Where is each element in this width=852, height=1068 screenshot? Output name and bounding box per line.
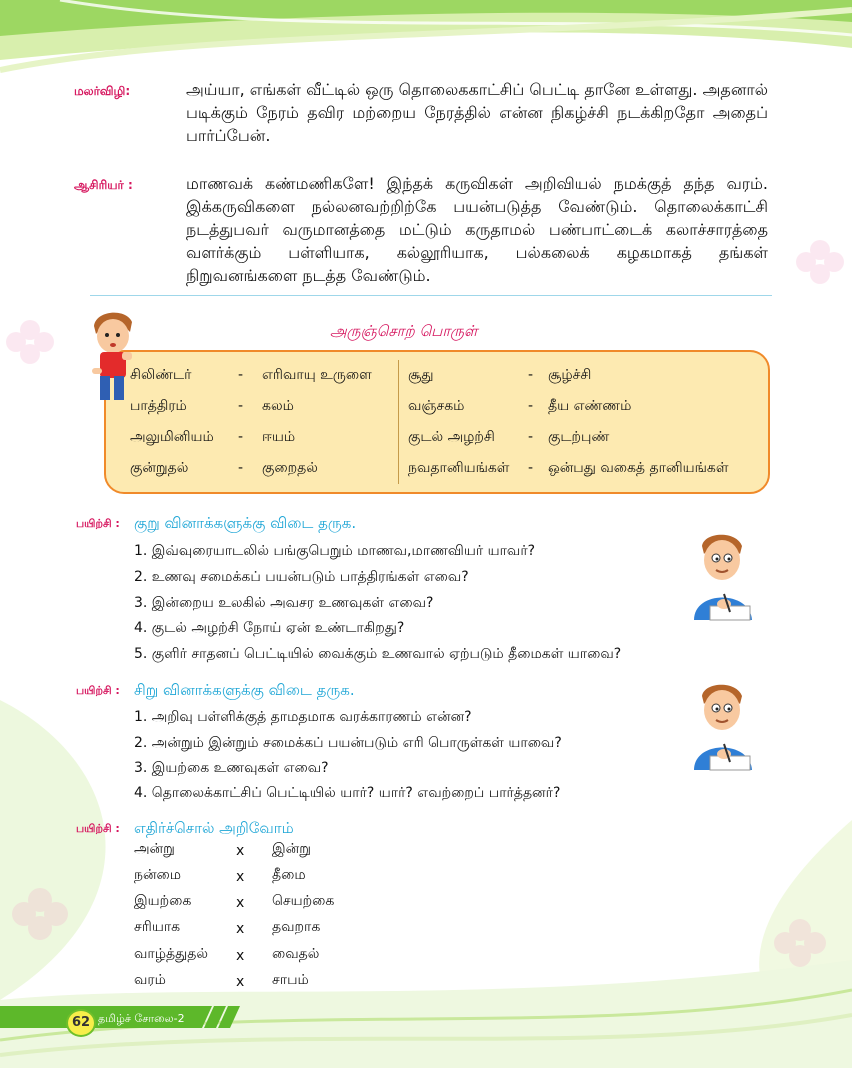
dialogue-teacher: மாணவக் கண்மணிகளே! இந்தக் கருவிகள் அறிவியல் நமக்குத் தந்த வரம். இக்கருவிகளை நல்லனவற்றிற்கே பயன்படுத்த வேண்டும். தொலைக்காட்சி நடத்துபவர் வருமானத்தை மட்டும் கருதாமல் பண்பாட்டைக் கலாச்சாரத்தை வளர்க்கும் பள்ளியாக, கல்லூரியாக, பல்கலைக் கழகமாகத் தங்கள் நிறுவனங்களை நடத்த வேண்டும். <box>186 174 768 285</box>
glossary-dash: - <box>528 460 534 476</box>
antonym-word: அன்று <box>134 841 175 857</box>
antonym-cross: x <box>236 974 245 990</box>
glossary-word: சூது <box>408 367 434 383</box>
antonym-opposite: தீமை <box>272 867 306 883</box>
glossary-title: அருஞ்சொற் பொருள் <box>330 322 478 340</box>
glossary-meaning: கலம் <box>262 398 294 414</box>
glossary-dash: - <box>238 398 244 414</box>
glossary-meaning: எரிவாயு உருளை <box>262 367 372 383</box>
dialogue-malarvizhi: அய்யா, எங்கள் வீட்டில் ஒரு தொலைககாட்சிப் பெட்டி தானே உள்ளது. அதனால் படிக்கும் நேரம் தவிர மற்றைய நேரத்தில் என்ன நிகழ்ச்சி நடக்கிறதோ அதைப் பார்ப்பேன். <box>186 80 768 145</box>
exercise-label: பயிற்சி : <box>76 684 120 697</box>
glossary-word: சிலிண்டர் <box>130 367 192 383</box>
exercise-label: பயிற்சி : <box>76 822 120 835</box>
glossary-word: அலுமினியம் <box>130 429 214 445</box>
glossary-dash: - <box>528 367 534 383</box>
book-title: தமிழ்ச் சோலை-2 <box>98 1012 185 1025</box>
glossary-word: குடல் அழற்சி <box>408 429 495 445</box>
antonym-cross: x <box>236 895 245 911</box>
glossary-column-divider <box>398 360 399 484</box>
antonym-opposite: செயற்கை <box>272 893 335 909</box>
writing-boy-illustration <box>690 530 756 622</box>
question-item: 1. இவ்வுரையாடலில் பங்குபெறும் மாணவ,மாணவியர் யாவர்? <box>134 543 536 559</box>
glossary-meaning: குறைதல் <box>262 460 318 476</box>
exercise-title: எதிர்ச்சொல் அறிவோம் <box>134 819 294 837</box>
antonym-word: சரியாக <box>134 919 181 935</box>
antonym-word: வாழ்த்துதல் <box>134 946 208 962</box>
antonym-opposite: சாபம் <box>272 972 309 988</box>
antonym-opposite: தவறாக <box>272 919 321 935</box>
antonym-cross: x <box>236 921 245 937</box>
glossary-dash: - <box>238 367 244 383</box>
glossary-dash: - <box>528 429 534 445</box>
antonym-word: இயற்கை <box>134 893 192 909</box>
writing-boy-illustration <box>690 680 756 772</box>
glossary-word: வஞ்சகம் <box>408 398 465 414</box>
glossary-word: நவதானியங்கள் <box>408 460 510 476</box>
page-number: 62 <box>66 1009 96 1037</box>
question-item: 5. குளிர் சாதனப் பெட்டியில் வைக்கும் உணவால் ஏற்படும் தீமைகள் யாவை? <box>134 646 622 662</box>
glossary-meaning: சூழ்ச்சி <box>548 367 592 383</box>
question-item: 3. இன்றைய உலகில் அவசர உணவுகள் எவை? <box>134 595 434 611</box>
question-item: 4. குடல் அழற்சி நோய் ஏன் உண்டாகிறது? <box>134 620 405 636</box>
speaker-teacher: ஆசிரியர் : <box>74 178 133 192</box>
section-divider <box>90 295 772 296</box>
glossary-meaning: ஈயம் <box>262 429 296 445</box>
exercise-title: சிறு வினாக்களுக்கு விடை தருக. <box>134 681 355 699</box>
question-item: 2. உணவு சமைக்கப் பயன்படும் பாத்திரங்கள் எவை? <box>134 569 469 585</box>
glossary-meaning: தீய எண்ணம் <box>548 398 632 414</box>
glossary-dash: - <box>528 398 534 414</box>
antonym-word: வரம் <box>134 972 166 988</box>
antonym-cross: x <box>236 869 245 885</box>
glossary-dash: - <box>238 460 244 476</box>
exercise-title: குறு வினாக்களுக்கு விடை தருக. <box>134 514 357 532</box>
thinking-boy-illustration <box>86 308 142 404</box>
glossary-word: குன்றுதல் <box>130 460 189 476</box>
glossary-dash: - <box>238 429 244 445</box>
antonym-opposite: வைதல் <box>272 946 320 962</box>
antonym-word: நன்மை <box>134 867 182 883</box>
glossary-meaning: ஒன்பது வகைத் தானியங்கள் <box>548 460 729 476</box>
antonym-cross: x <box>236 948 245 964</box>
question-item: 4. தொலைக்காட்சிப் பெட்டியில் யார்? யார்? எவற்றைப் பார்த்தனர்? <box>134 785 561 801</box>
question-item: 2. அன்றும் இன்றும் சமைக்கப் பயன்படும் எரி பொருள்கள் யாவை? <box>134 735 562 751</box>
antonym-opposite: இன்று <box>272 841 311 857</box>
glossary-word: பாத்திரம் <box>130 398 187 414</box>
speaker-malarvizhi: மலர்விழி: <box>74 84 131 98</box>
question-item: 1. அறிவு பள்ளிக்குத் தாமதமாக வரக்காரணம் என்ன? <box>134 709 472 725</box>
question-item: 3. இயற்கை உணவுகள் எவை? <box>134 760 329 776</box>
exercise-label: பயிற்சி : <box>76 517 120 530</box>
glossary-meaning: குடற்புண் <box>548 429 610 445</box>
antonym-cross: x <box>236 843 245 859</box>
